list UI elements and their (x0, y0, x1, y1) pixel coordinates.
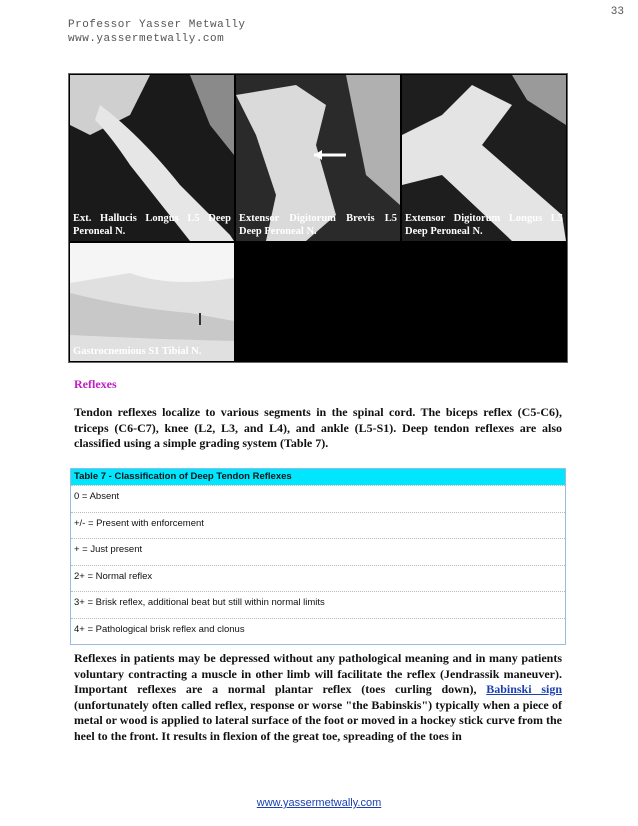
table-title: Table 7 - Classification of Deep Tendon Reflexes (71, 469, 565, 485)
paragraph-text: (unfortunately often called reflex, response or worse "the Babinskis") typically when a piece of metal or wood is applied to lateral surface of the foot or moved in a hockey stick curve from the heel to the front. It results in flexion of the great toe, spreading of the toes in (74, 697, 562, 743)
reflex-grading-table (70, 468, 566, 645)
empty-figure-cell (236, 243, 566, 361)
table-row: 3+ = Brisk reflex, additional beat but still within normal limits (71, 591, 565, 618)
paragraph-reflexes-in-patients (74, 651, 562, 744)
photo-ext-hallucis-longus (70, 75, 234, 241)
foot-photo-image (70, 243, 234, 361)
page-header (68, 18, 246, 46)
table-row: 4+ = Pathological brisk reflex and clonus (71, 618, 565, 645)
figure-grid (68, 73, 568, 363)
paragraph-tendon-reflexes: Tendon reflexes localize to various segments in the spinal cord. The biceps reflex (C5-C6), triceps (C6-C7), knee (L2, L3, and L4), and ankle (L5-S1). Deep tendon reflexes are also classified using a simple grading system (Table 7). (74, 405, 562, 450)
header-website: www.yassermetwally.com (68, 33, 225, 45)
photo-extensor-digitorum-longus (402, 75, 566, 241)
header-author: Professor Yasser Metwally (68, 19, 246, 31)
babinski-sign-link[interactable]: Babinski sign (486, 682, 562, 696)
caption-extensor-digitorum-brevis: Extensor Digitorum Brevis L5 Deep Peroneal N. (239, 213, 397, 237)
caption-gastrocnemious: Gastrocnemious S1 Tibial N. (73, 346, 202, 357)
paragraph-text: Reflexes in patients may be depressed without any pathological meaning and in many patients voluntary contracting a muscle in other limb will facilitate the reflex (Jendrassik maneuver). Important reflexes are a normal plantar reflex (toes curling down), (74, 651, 562, 696)
photo-gastrocnemious (70, 243, 234, 361)
section-heading-reflexes: Reflexes (74, 377, 117, 391)
caption-ext-hallucis-longus: Ext. Hallucis Longus L5 Deep Peroneal N. (73, 213, 231, 237)
caption-extensor-digitorum-longus: Extensor Digitorum Longus L5 Deep Peroneal N. (405, 213, 563, 237)
table-row: 0 = Absent (71, 485, 565, 512)
table-row: +/- = Present with enforcement (71, 512, 565, 539)
footer-website-link[interactable]: www.yassermetwally.com (256, 797, 382, 809)
photo-extensor-digitorum-brevis (236, 75, 400, 241)
page-number: 33 (610, 6, 624, 18)
table-row: + = Just present (71, 538, 565, 565)
table-row: 2+ = Normal reflex (71, 565, 565, 592)
